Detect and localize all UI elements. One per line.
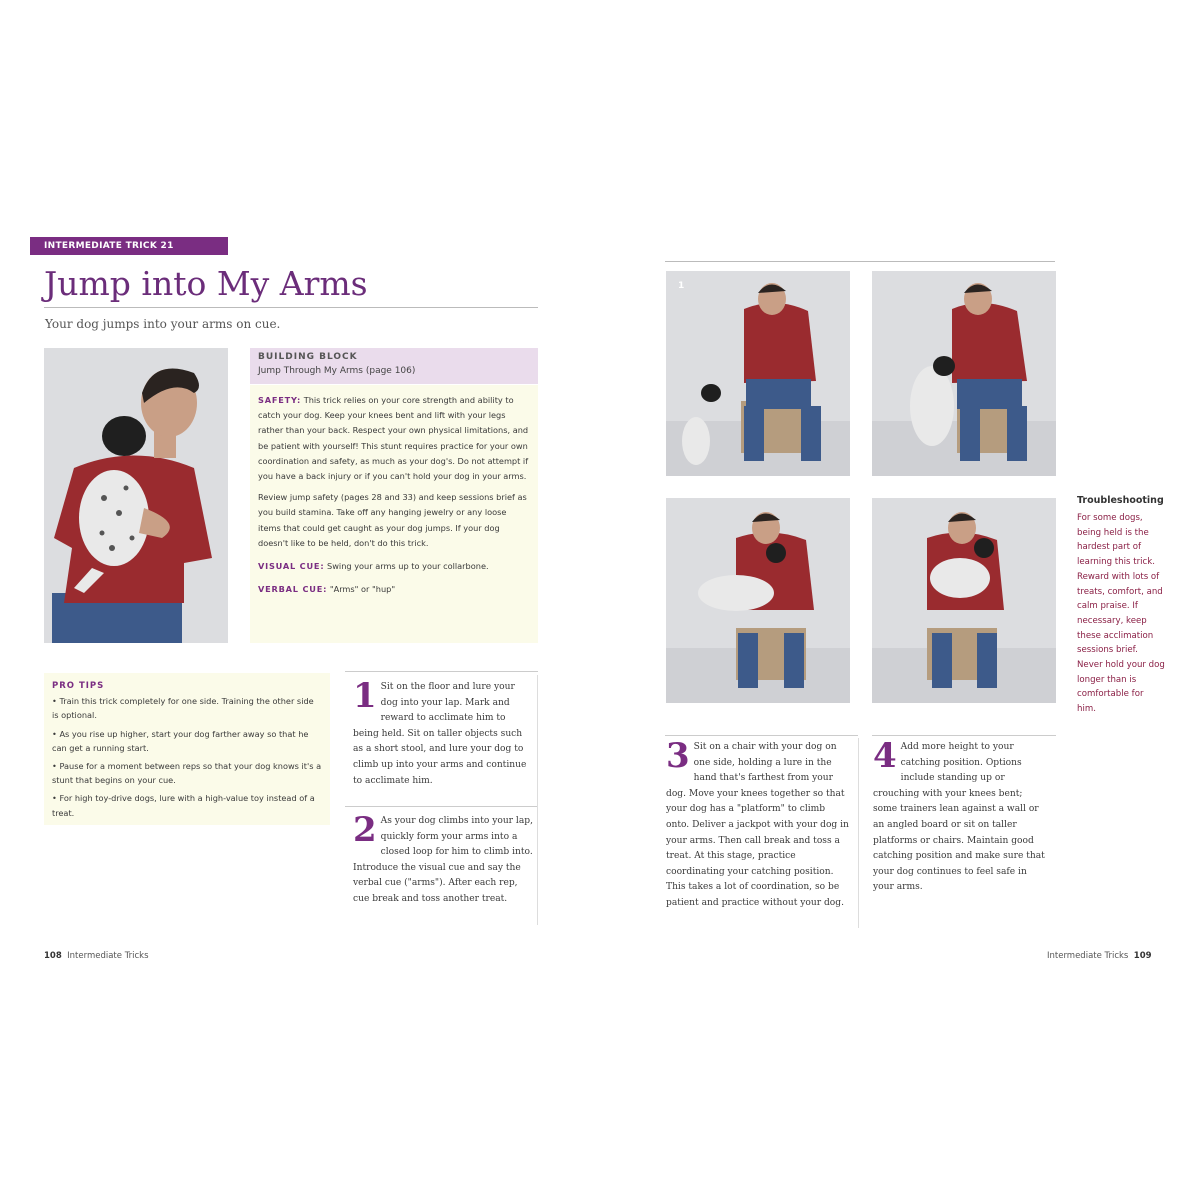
step-photo-2 — [872, 271, 1056, 476]
step-divider — [345, 671, 538, 672]
pro-tip-item: • Pause for a moment between reps so that your dog knows it's a stunt that begins on your cue. — [52, 761, 322, 786]
pro-tips-label: PRO TIPS — [52, 681, 105, 691]
step-number: 1 — [353, 676, 377, 716]
step-divider — [665, 735, 858, 736]
step-2 — [353, 810, 533, 908]
step-number: 4 — [873, 736, 897, 776]
building-block-label: BUILDING BLOCK — [258, 352, 358, 362]
column-divider — [537, 675, 538, 925]
step-photo-4 — [872, 498, 1056, 703]
step-divider — [872, 735, 1056, 736]
step-text: Sit on the floor and lure your dog into your lap. Mark and reward to acclimate him to being held. Sit on taller objects such as a short stool, and lure your dog to climb up into your arms and continue to acclimate him. — [353, 682, 527, 786]
step-number: 2 — [353, 810, 377, 850]
safety-panel: SAFETY: This trick relies on your core strength and ability to catch your dog. Keep your knees bent and lift with your legs rather than your back. Respect your own physical limitations, and be patient with yourself! This stunt requires practice for your own coordination and safety, as much as your dog's. Do not attempt if you have a back injury or if you can't hold your dog in your arms. Review jump safety (pages 28 and 33) and keep sessions brief as you build stamina. Take off any hanging jewelry or any loose items that could get caught as your dog jumps. If your dog doesn't like to be held, don't do this trick. VISUAL CUE: Swing your arms up to your collarbone. VERBAL CUE: "Arms" or "hup" — [250, 385, 538, 643]
trick-number-band: INTERMEDIATE TRICK 21 — [30, 237, 228, 255]
verbal-cue-label: VERBAL CUE — [258, 584, 324, 595]
step-divider — [345, 806, 538, 807]
step-4 — [873, 736, 1047, 896]
step-number: 3 — [666, 736, 690, 776]
page-subtitle: Your dog jumps into your arms on cue. — [45, 317, 281, 331]
page-number: 108 — [44, 951, 62, 961]
building-block-link[interactable]: Jump Through My Arms (page 106) — [258, 366, 416, 376]
visual-cue-label: VISUAL CUE — [258, 561, 321, 572]
page-number: 109 — [1133, 951, 1152, 961]
safety-label: SAFETY — [258, 395, 298, 405]
top-divider — [665, 261, 1055, 262]
step-text: Add more height to your catching position. Options include standing up or crouching with your knees bent; some trainers lean against a wall or an angled board or sit on taller platforms or chairs. Maintain good catching position and make sure that your dog continues to feel safe in your arms. — [873, 742, 1045, 893]
main-photo — [44, 348, 228, 643]
footer-section: Intermediate Tricks — [1047, 951, 1129, 961]
step-3 — [666, 736, 850, 912]
step-text: Sit on a chair with your dog on one side, holding a lure in the hand that's farthest from your dog. Move your knees together so that your dog has a "platform" to climb onto. Deliver a jackpot with your dog in your arms. Then call break and toss a treat. At this stage, practice coordinating your catching position. This takes a lot of coordination, so be patient and practice without your dog. — [666, 742, 849, 908]
left-footer — [44, 951, 149, 961]
page-title: Jump into My Arms — [44, 264, 368, 303]
safety-text-2: Review jump safety (pages 28 and 33) and keep sessions brief as you build stamina. Take off any hanging jewelry or any loose items that could get caught as your dog jumps. If your dog doesn't like to be held, don't do this trick. — [258, 492, 527, 548]
step-photo-3 — [666, 498, 850, 703]
visual-cue-text: Swing your arms up to your collarbone. — [327, 561, 489, 572]
column-divider — [858, 738, 859, 928]
right-footer — [1047, 951, 1152, 961]
pro-tip-item: • As you rise up higher, start your dog farther away so that he can get a running start. — [52, 728, 309, 753]
safety-text: This trick relies on your core strength and ability to catch your dog. Keep your knees bent and lift with your legs rather than your back. Respect your own physical limitations, and be patient with yourself! This stunt requires practice for your own coordination and safety, as much as your dog's. Do not attempt if you have a back injury or if you can't hold your dog in your arms. — [258, 395, 529, 482]
pro-tip-item: • For high toy-drive dogs, lure with a high-value toy instead of a treat. — [52, 793, 315, 818]
photo-index: 1 — [678, 281, 685, 291]
footer-section: Intermediate Tricks — [67, 951, 149, 961]
step-photo-1 — [666, 271, 850, 476]
step-1 — [353, 676, 529, 789]
pro-tips-box — [44, 673, 330, 825]
title-divider — [44, 307, 538, 308]
step-text: As your dog climbs into your lap, quickly form your arms into a closed loop for him to climb into. Introduce the visual cue and say the verbal cue ("arms"). After each rep, cue break and toss another treat. — [353, 816, 533, 904]
troubleshooting-title: Troubleshooting — [1077, 495, 1164, 506]
troubleshooting-text: For some dogs, being held is the hardest part of learning this trick. Reward with lots of treats, comfort, and calm praise. If necessary, keep these acclimation sessions brief. Never hold your dog longer than is comfortable for him. — [1077, 513, 1165, 715]
building-block-box — [250, 348, 538, 384]
verbal-cue-text: "Arms" or "hup" — [329, 584, 396, 595]
pro-tip-item: • Train this trick completely for one side. Training the other side is optional. — [52, 696, 314, 721]
